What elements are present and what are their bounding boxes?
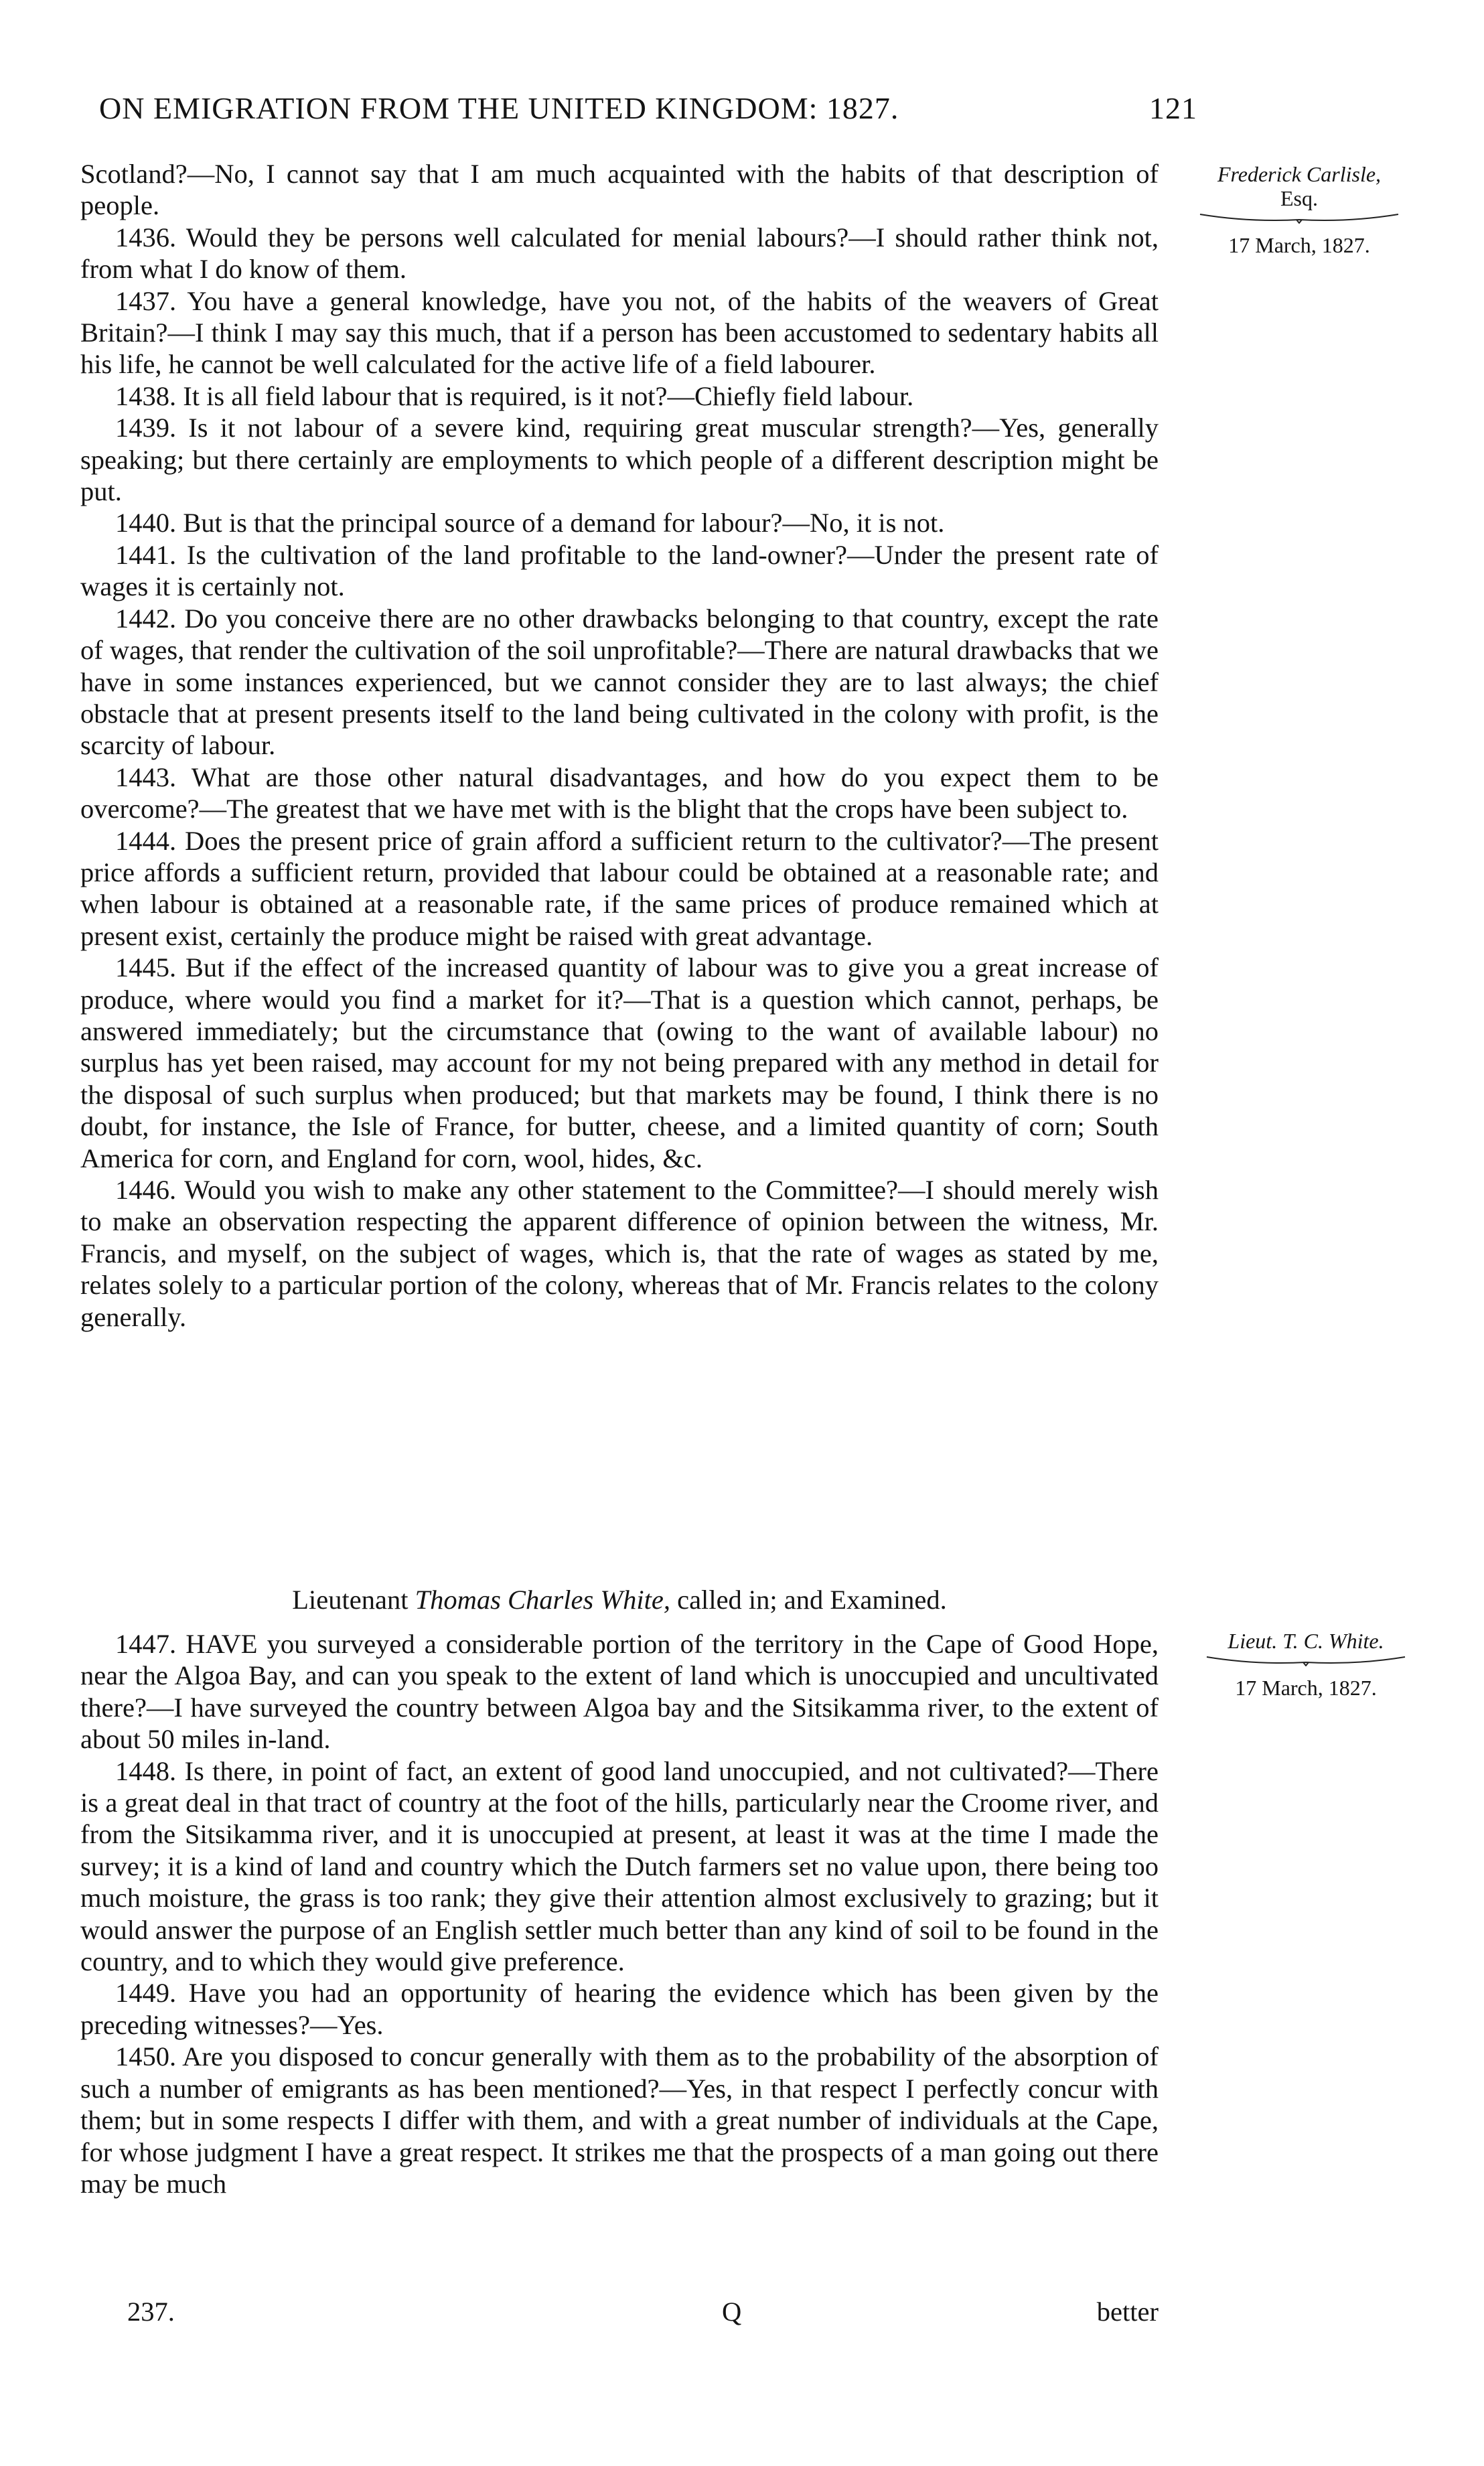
testimony-block-carlisle xyxy=(80,158,1159,1333)
paragraph-1437: 1437. You have a general knowledge, have you not, of the habits of the weavers of Great Britain?—I think I may say this much, that if a person has been accustomed to sedentary habits all his life, he cannot be well calculated for the active life of a field labourer. xyxy=(80,285,1159,380)
paragraph-continuation: Scotland?—No, I cannot say that I am much acquainted with the habits of that description of people. xyxy=(80,159,1159,221)
paragraph-1447: 1447. HAVE you surveyed a considerable portion of the territory in the Cape of Good Hope, near the Algoa Bay, and can you speak to the extent of land which is unoccupied and uncultivated there?—I have surveyed the country between Algoa bay and the Sitsikamma river, to the extent of about 50 miles in-land. xyxy=(80,1629,1159,1755)
paragraph-1449: 1449. Have you had an opportunity of hearing the evidence which has been given by the preceding witnesses?—Yes. xyxy=(80,1978,1159,2040)
testimony-block-white xyxy=(80,1628,1159,2199)
paragraph-1443: 1443. What are those other natural disadvantages, and how do you expect them to be overcome?—The greatest that we have met with is the blight that the crops have been subject to. xyxy=(80,761,1159,824)
paragraph-1436: 1436. Would they be persons well calculated for menial labours?—I should rather think not, from what I do know of them. xyxy=(80,222,1159,285)
catchword: better xyxy=(1096,2297,1159,2327)
paragraph-1445: 1445. But if the effect of the increased quantity of labour was to give you a great increase of produce, where would you find a market for it?—That is a question which cannot, perhaps, be answered immediately; but the circumstance that (owing to the want of available labour) no surplus has yet been raised, may account for my not being prepared with any method in detail for the disposal of such surplus when produced; but that markets may be found, I think there is no doubt, for instance, the Isle of France, for butter, cheese, and a limited quantity of corn; South America for corn, and England for corn, wool, hides, &c. xyxy=(80,952,1159,1173)
running-title: ON EMIGRATION FROM THE UNITED KINGDOM: 1827. xyxy=(99,91,899,125)
paragraph-1438: 1438. It is all field labour that is required, is it not?—Chiefly field labour. xyxy=(115,380,914,411)
running-header xyxy=(99,90,1197,144)
margin-note-white xyxy=(1199,1629,1413,1700)
margin-note-suffix: Esq. xyxy=(1280,186,1318,210)
signature-letter: Q xyxy=(722,2297,742,2327)
paragraph-1448: 1448. Is there, in point of fact, an extent of good land unoccupied, and not cultivated?—There is a great deal in that tract of country at the foot of the hills, particularly near the Croome river, and from the Sitsikamma river, and it is unoccupied at present, at least it was at the time I made the survey; it is a kind of land and country which the Dutch farmers set no value upon, there being too much moisture, the grass is too rank; they give their attention almost exclusively to grazing; but it would answer the purpose of an English settler much better than any kind of soil to be found in the country, and to which they would give preference. xyxy=(80,1755,1159,1977)
paragraph-1446: 1446. Would you wish to make any other statement to the Committee?—I should merely wish to make an observation respecting the apparent difference of opinion between the witness, Mr. Francis, and myself, on the subject of wages, which is, that the rate of wages as stated by me, relates solely to a particular portion of the colony, whereas that of Mr. Francis relates to the colony generally. xyxy=(80,1175,1159,1332)
paragraph-1441: 1441. Is the cultivation of the land profitable to the land-owner?—Under the present rate of wages it is certainly not. xyxy=(80,539,1159,602)
brace-divider-icon xyxy=(1199,213,1400,224)
margin-note-date: 17 March, 1827. xyxy=(1235,1676,1377,1700)
brace-divider-icon xyxy=(1205,1656,1406,1666)
signature-number: 237. xyxy=(127,2297,175,2327)
margin-note-date: 17 March, 1827. xyxy=(1228,233,1370,257)
margin-note-name: Lieut. T. C. White. xyxy=(1228,1629,1384,1653)
margin-note-carlisle xyxy=(1192,162,1406,257)
page-number: 121 xyxy=(1149,91,1197,125)
witness-name: Thomas Charles White, xyxy=(415,1585,670,1615)
witness-heading xyxy=(80,1584,1159,1616)
witness-prefix: Lieutenant xyxy=(292,1585,409,1615)
paragraph-1440: 1440. But is that the principal source of a demand for labour?—No, it is not. xyxy=(115,508,945,538)
paragraph-1442: 1442. Do you conceive there are no other drawbacks belonging to that country, except the rate of wages, that render the cultivation of the soil unprofitable?—There are natural drawbacks that we have in some instances experienced, but we cannot consider they are to last always; the chief obstacle that at present presents itself to the land being cultivated in the colony with profit, is the scarcity of labour. xyxy=(80,603,1159,761)
paragraph-1439: 1439. Is it not labour of a severe kind, requiring great muscular strength?—Yes, generally speaking; but there certainly are employments to which people of a different description might be put. xyxy=(80,413,1159,507)
paragraph-1444: 1444. Does the present price of grain afford a sufficient return to the cultivator?—The present price affords a sufficient return, provided that labour could be obtained at a reasonable rate; and when labour is obtained at a reasonable rate, if the same prices of produce remained which at present exist, certainly the produce might be raised with great advantage. xyxy=(80,825,1159,951)
witness-suffix: called in; and Examined. xyxy=(677,1585,947,1615)
page-footer xyxy=(80,2296,1159,2336)
margin-note-name: Frederick Carlisle, xyxy=(1217,162,1382,186)
paragraph-1450: 1450. Are you disposed to concur generally with them as to the probability of the absorption of such a number of emigrants as has been mentioned?—Yes, in that respect I perfectly concur with them; but in some respects I differ with them, and with a great number of individuals at the Cape, for whose judgment I have a great respect. It strikes me that the prospects of a man going out there may be much xyxy=(80,2041,1159,2199)
